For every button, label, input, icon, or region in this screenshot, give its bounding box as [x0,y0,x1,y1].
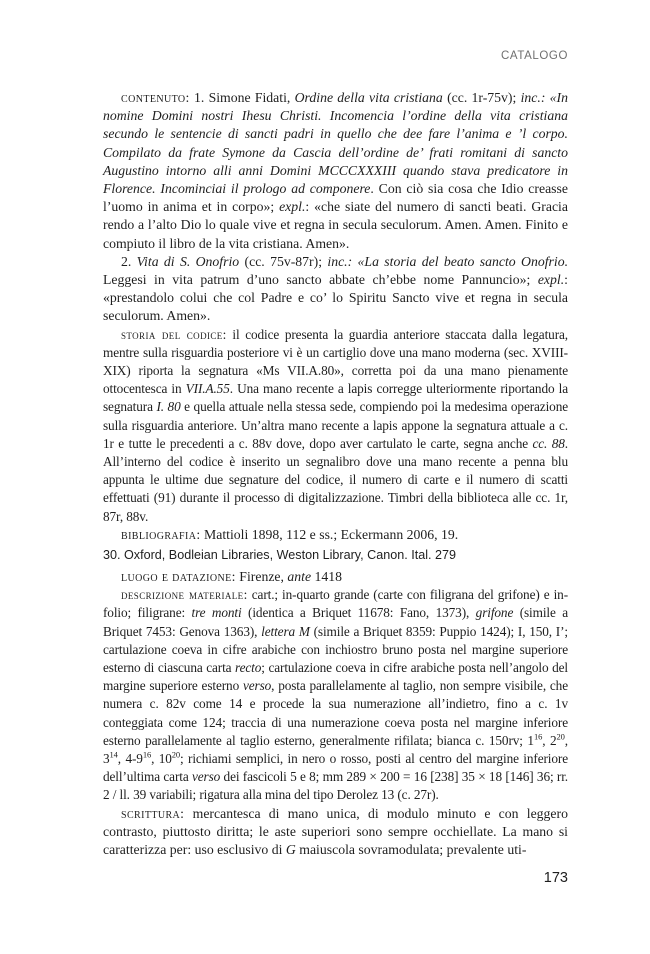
explicit-label: expl. [279,199,306,215]
descrizione-label: descrizione materiale: [121,587,248,603]
letter-g: G [285,842,296,858]
contenuto-text: Leggesi in vita patrum d’uno sancto abbate ch’ebbe nome Pannuncio»; [103,272,538,288]
contenuto-text: (cc. 75v-87r); [239,253,328,269]
catalog-entry-30-body [103,568,568,859]
verso-term: verso [191,769,221,785]
explicit-label: expl. [537,272,565,288]
luogo-year: 1418 [311,569,343,584]
item-number: 2. [121,253,137,269]
luogo-paragraph [103,568,568,586]
watermark-name: tre monti [191,605,242,621]
entry-heading: 30. Oxford, Bodleian Libraries, Weston Library, Canon. Ital. 279 [103,548,457,562]
scrittura-label: scrittura: [121,805,185,821]
descrizione-paragraph [103,586,568,804]
shelfmark: VII.A.55 [185,381,230,397]
contenuto-text: . Con ciò sia cosa che Idio creasse l’uomo in anima et in corpo»; [103,181,568,215]
scrittura-text: maiuscola sovramodulata; prevalente uti- [295,842,527,858]
contenuto-title: Ordine della vita cristiana [294,90,443,105]
descrizione-text: (identica a Briquet 11678: Fano, 1373), [241,605,476,621]
quire-formula: $1^{16}$, $2^{20}$, $3^{14}$, $4-9^{16}$, $10^{20}$ [103,731,568,767]
descrizione-text: (simile a Briquet 7453: Genova 1363), [103,605,569,639]
luogo-italic: ante [287,569,312,584]
descrizione-text: cart.; in-quarto grande (carte con filigrana del grifone) e in-folio; filigrane: [103,587,568,621]
bibliografia-paragraph [103,526,568,544]
catalog-entry-29-body [103,89,568,544]
watermark-name: grifone [475,605,514,621]
descrizione-text: ; richiami semplici, in nero o rosso, posti al centro del margine inferiore dell’ultima carta [103,751,568,785]
storia-text: il codice presenta la guardia anteriore staccata dalla legatura, mentre sulla risguardia posteriore vi è un cartiglio dove una mano moderna (sec. XVIII-XIX) riporta la segnatura «Ms VII.A.80», corretta poi da una mano pienamente ottocentesca in [103,326,568,397]
luogo-text: Firenze, [235,569,288,584]
contenuto-label: contenuto: [121,90,190,105]
bibliografia-label: bibliografia: [121,526,201,542]
descrizione-text: ; cartulazione coeva in cifre arabiche posta nell’angolo del margine superiore esterno [103,660,568,694]
descrizione-text: , posta parallelamente al taglio, non sempre visibile, che numera c. 82v come 14 e procede la sua numerazione all’indietro, fino a c. 1v conteggiata come 124; traccia di una numerazione coeva posta nel margine inferiore esterno parallelamente al taglio esterno, generalmente rifilata; bianca c. 150rv; [103,678,568,748]
storia-text: e quella attuale nella stessa sede, compiendo poi la medesima operazione sulla risguardia anteriore. Un’altra mano recente a lapis appone la segnatura attuale a c. 1r e tutte le precedenti a c. 88v dove, dopo aver cartulato le carte, segna anche [103,399,569,451]
incipit-label: inc. [327,253,348,269]
contenuto-paragraph [103,89,568,253]
page-number: 173 [543,870,568,886]
shelfmark: I. 80 [156,399,181,415]
storia-text: . All’interno del codice è inserito un segnalibro dove una mano recente a penna blu appunta le ultime due segnature del codice, il numero di carte e il numero di scatti effettuati (91) durante il processo di digitalizzazione. Timbri della biblioteca alle cc. 1r, 87r, 88v. [103,435,569,524]
storia-text: . Una mano recente a lapis corregge ulteriormente riportando la segnatura [103,381,568,415]
incipit-quote: : «In nomine Domini nostri Ihesu Christi. Incomencia l’ordine della vita cristiana secundo le sentencie di sancti padri in quello che dee fare l’anima e ’l corpo. Compilato da frate Symone da Cascia dell’ordine de’ frati romitani di sancto Augustino intorno alli anni Domini MCCCXXXIII quando stava predicatore in Florence. Incominciai il prologo ad componere [103,90,568,197]
contenuto-item-2 [103,253,568,326]
storia-label: storia del codice: [121,326,227,342]
leaf-count: cc. 88 [532,435,565,451]
descrizione-text: (simile a Briquet 8359: Puppio 1424); I, 150, I’; cartulazione coeva in cifre arabiche con inchiostro bruno posta nel margine superiore esterno di ciascuna carta [103,623,568,676]
bibliografia-text: Mattioli 1898, 112 e ss.; Eckermann 2006, 19. [200,526,459,542]
recto-term: recto [235,660,262,676]
scrittura-paragraph [103,805,568,860]
incipit-quote: : «La storia del beato sancto Onofrio. [347,253,569,269]
luogo-label: luogo e datazione: [121,569,236,584]
descrizione-text: dei fascicoli 5 e 8; mm 289 × 200 = 16 [238] 35 × 18 [146] 36; rr. 2 / ll. 39 variabili; rigatura alla mina del tipo Derolez 13 (c. 27r). [103,769,568,803]
scrittura-text: mercantesca di mano unica, di modulo minuto e con leggero contrasto, piuttosto diritta; le aste superiori sono sempre occhiellate. La mano si caratterizza per: uso esclusivo di [103,805,568,858]
running-head: CATALOGO [501,50,568,62]
item-title: Vita di S. Onofrio [136,253,240,269]
storia-paragraph [103,326,568,526]
verso-term: verso [242,678,272,694]
incipit-label: inc. [520,90,541,105]
contenuto-text: (cc. 1r-75v); [442,90,521,105]
watermark-name: lettera M [261,623,310,639]
contenuto-text: 1. Simone Fidati, [189,90,295,105]
explicit-quote: : «che siate del numero di sancti beati. Gracia rendo a l’alto Dio lo quale vive et regna in secula seculorum. Amen. Amen. Finito e compiuto il libro de la vita cristiana. Amen». [103,199,568,251]
explicit-quote: : «prestandolo colui che col Padre e co’ lo Spiritu Sancto vive et regna in secula seculorum. Amen». [103,272,568,324]
